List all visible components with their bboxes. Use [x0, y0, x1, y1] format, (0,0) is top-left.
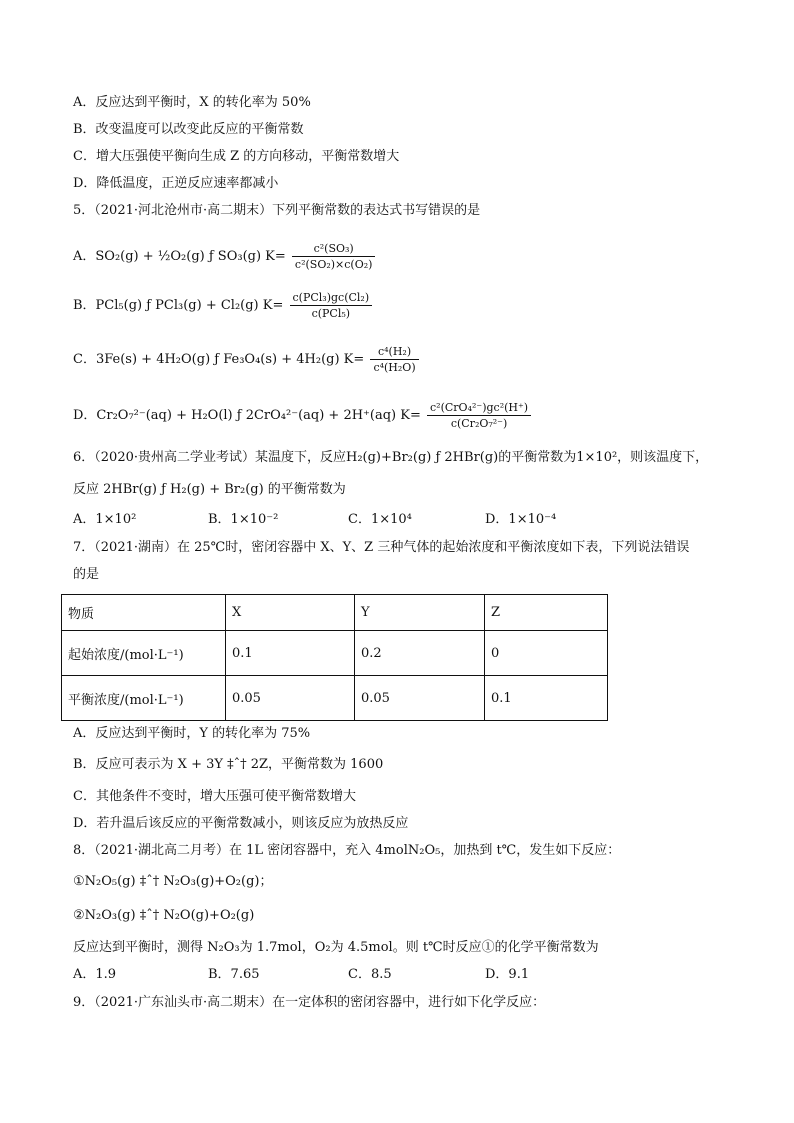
table-cell: 0.2: [355, 631, 485, 676]
table-cell: 0.05: [355, 676, 485, 721]
q6-option-b: B．1×10⁻²: [208, 512, 279, 527]
q5-option-b: [73, 291, 372, 320]
q5-option-c: [73, 345, 419, 374]
q5-d-fraction: [427, 401, 531, 430]
q5-c-fraction: [370, 345, 418, 374]
q8-reaction-1: ①N₂O₅(g) ‡ˆ† N₂O₃(g)+O₂(g)；: [73, 874, 273, 889]
q6-options: [73, 511, 556, 529]
q7-stem-line1: 7．（2021·湖南）在 25℃时，密闭容器中 X、Y、Z 三种气体的起始浓度和平衡浓度如下表，下列说法错误: [73, 540, 690, 555]
q5-d-numerator: c²(CrO₄²⁻)gc²(H⁺): [427, 401, 531, 416]
q5-a-equation: A．SO₂(g) + ½O₂(g) ƒ SO₃(g) K=: [73, 249, 286, 264]
q5-d-equation: D．Cr₂O₇²⁻(aq) + H₂O(l) ƒ 2CrO₄²⁻(aq) + 2H⁺(aq) K=: [73, 408, 421, 423]
q7-option-a: A．反应达到平衡时，Y 的转化率为 75%: [73, 726, 311, 741]
q9-stem: 9．（2021·广东汕头市·高二期末）在一定体积的密闭容器中，进行如下化学反应：: [73, 995, 546, 1010]
q4-option-d: D．降低温度，正逆反应速率都减小: [73, 176, 279, 191]
q6-option-a: A．1×10²: [73, 512, 137, 527]
q6-stem-line2: 反应 2HBr(g) ƒ H₂(g) + Br₂(g) 的平衡常数为: [73, 482, 346, 497]
q6-option-c: C．1×10⁴: [348, 512, 412, 527]
q5-b-fraction: [290, 291, 373, 320]
q6-option-d: D．1×10⁻⁴: [485, 512, 557, 527]
table-cell: 0.1: [226, 631, 355, 676]
q8-option-b: B．7.65: [208, 967, 260, 982]
q8-option-a: A．1.9: [73, 967, 117, 982]
q8-reaction-2: ②N₂O₃(g) ‡ˆ† N₂O(g)+O₂(g): [73, 908, 255, 923]
table-cell: 0.1: [485, 676, 608, 721]
q4-option-c: C．增大压强使平衡向生成 Z 的方向移动，平衡常数增大: [73, 149, 400, 164]
q5-a-fraction: [292, 242, 376, 271]
q5-a-numerator: c²(SO₃): [292, 242, 376, 257]
table-row: [62, 676, 608, 721]
q4-option-a: A．反应达到平衡时，X 的转化率为 50%: [73, 95, 311, 110]
q5-c-denominator: c⁴(H₂O): [373, 361, 416, 374]
q7-option-d: D．若升温后该反应的平衡常数减小，则该反应为放热反应: [73, 816, 409, 831]
table-header-row: [62, 595, 608, 631]
table-header-cell: 物质: [62, 595, 226, 631]
q8-option-d: D．9.1: [485, 967, 530, 982]
q5-b-equation: B．PCl₅(g) ƒ PCl₃(g) + Cl₂(g) K=: [73, 298, 284, 313]
q5-a-denominator: c²(SO₂)×c(O₂): [294, 258, 373, 271]
q7-stem-line2: 的是: [73, 567, 100, 582]
q5-c-numerator: c⁴(H₂): [370, 345, 418, 360]
q8-stem-line2: 反应达到平衡时，测得 N₂O₃为 1.7mol，O₂为 4.5mol。则 t℃时反应①的化学平衡常数为: [73, 940, 599, 955]
q5-d-denominator: c(Cr₂O₇²⁻): [450, 417, 508, 430]
q5-stem: 5．（2021·河北沧州市·高二期末）下列平衡常数的表达式书写错误的是: [73, 203, 481, 218]
q5-option-a: [73, 242, 375, 271]
table-cell: 0: [485, 631, 608, 676]
table-cell: 起始浓度/(mol·L⁻¹): [62, 631, 226, 676]
table-cell: 0.05: [226, 676, 355, 721]
q7-option-c: C．其他条件不变时，增大压强可使平衡常数增大: [73, 789, 356, 804]
q6-stem-line1: 6．（2020·贵州高二学业考试）某温度下，反应H₂(g)+Br₂(g) ƒ 2HBr(g)的平衡常数为1×10²，则该温度下，: [73, 450, 709, 465]
concentration-table: [61, 594, 608, 721]
q5-b-denominator: c(PCl₅): [311, 307, 351, 320]
q8-options: [73, 966, 529, 984]
q5-b-numerator: c(PCl₃)gc(Cl₂): [290, 291, 373, 306]
q4-option-b: B．改变温度可以改变此反应的平衡常数: [73, 122, 304, 137]
table-header-cell: X: [226, 595, 355, 631]
q7-option-b: B．反应可表示为 X + 3Y ‡ˆ† 2Z，平衡常数为 1600: [73, 757, 384, 772]
q5-c-equation: C．3Fe(s) + 4H₂O(g) ƒ Fe₃O₄(s) + 4H₂(g) K=: [73, 352, 365, 367]
table-header-cell: Y: [355, 595, 485, 631]
q8-stem: 8．（2021·湖北高二月考）在 1L 密闭容器中，充入 4molN₂O₅，加热到 t℃，发生如下反应：: [73, 843, 621, 858]
table-cell: 平衡浓度/(mol·L⁻¹): [62, 676, 226, 721]
table-row: [62, 631, 608, 676]
q8-option-c: C．8.5: [348, 967, 392, 982]
table-header-cell: Z: [485, 595, 608, 631]
q5-option-d: [73, 401, 531, 430]
